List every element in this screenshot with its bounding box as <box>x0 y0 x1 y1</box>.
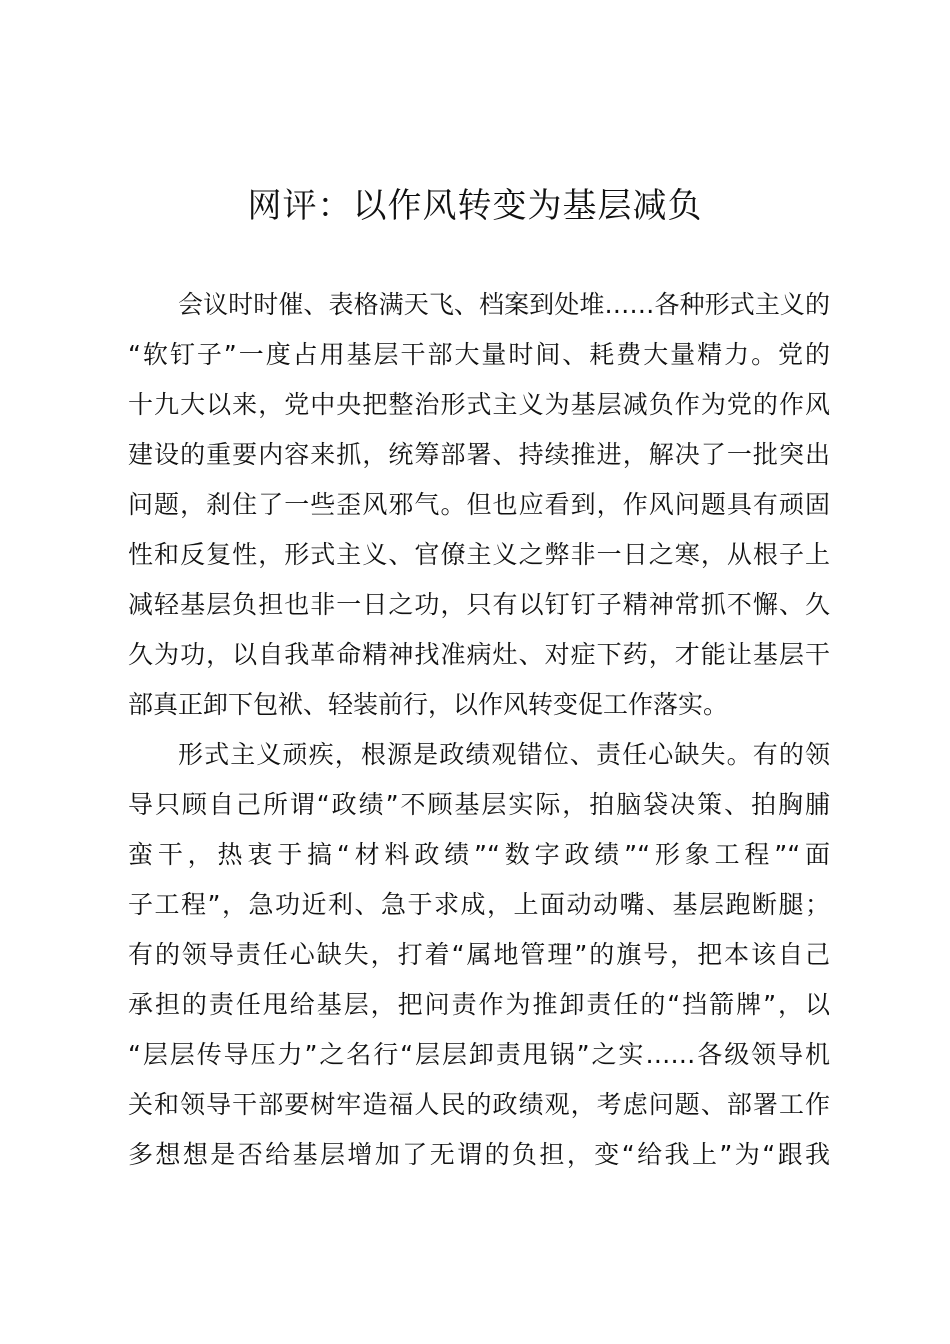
paragraph-1-line-3: 十九大以来，党中央把整治形式主义为基层减负作为党的作风 <box>128 390 830 419</box>
paragraph-1-line-6: 性和反复性，形式主义、官僚主义之弊非一日之寒，从根子上 <box>128 540 830 569</box>
paragraph-1-line-7: 减轻基层负担也非一日之功，只有以钉钉子精神常抓不懈、久 <box>128 590 830 619</box>
document-body <box>128 280 830 1180</box>
paragraph-2-line-9: 多想想是否给基层增加了无谓的负担，变“给我上”为“跟我 <box>128 1140 830 1169</box>
paragraph-2-line-8: 关和领导干部要树牢造福人民的政绩观，考虑问题、部署工作 <box>128 1090 830 1119</box>
paragraph-2-line-2: 导只顾自己所谓“政绩”不顾基层实际，拍脑袋决策、拍胸脯 <box>128 790 830 819</box>
paragraph-1-line-5: 问题，刹住了一些歪风邪气。但也应看到，作风问题具有顽固 <box>128 490 830 519</box>
paragraph-2-line-5: 有的领导责任心缺失，打着“属地管理”的旗号，把本该自己 <box>128 940 830 969</box>
document-title: 网评：以作风转变为基层减负 <box>247 186 703 226</box>
paragraph-2-line-6: 承担的责任甩给基层，把问责作为推卸责任的“挡箭牌”，以 <box>128 990 830 1019</box>
paragraph-2-line-1: 形式主义顽疾，根源是政绩观错位、责任心缺失。有的领 <box>178 740 830 769</box>
paragraph-1-line-4: 建设的重要内容来抓，统筹部署、持续推进，解决了一批突出 <box>128 440 830 469</box>
paragraph-2-line-4: 子工程”，急功近利、急于求成，上面动动嘴、基层跑断腿； <box>128 890 830 919</box>
paragraph-2-line-3: 蛮干，热衷于搞“材料政绩”“数字政绩”“形象工程”“面 <box>128 840 830 869</box>
paragraph-2-line-7: “层层传导压力”之名行“层层卸责甩锅”之实……各级领导机 <box>128 1040 830 1069</box>
paragraph-1-line-9: 部真正卸下包袱、轻装前行，以作风转变促工作落实。 <box>128 690 729 719</box>
paragraph-1-line-2: “软钉子”一度占用基层干部大量时间、耗费大量精力。党的 <box>128 340 830 369</box>
paragraph-1-line-8: 久为功，以自我革命精神找准病灶、对症下药，才能让基层干 <box>128 640 830 669</box>
paragraph-1-line-1: 会议时时催、表格满天飞、档案到处堆……各种形式主义的 <box>178 290 830 319</box>
